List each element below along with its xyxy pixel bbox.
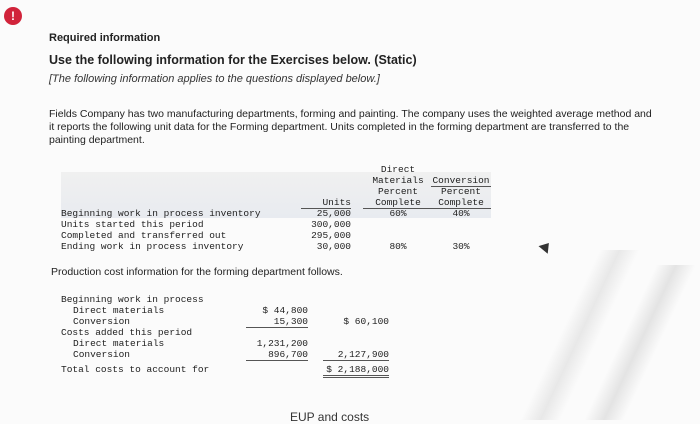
cut-off-heading: EUP and costs <box>290 410 370 424</box>
table-row-units: 295,000 <box>311 230 351 241</box>
dm-header-line4: Complete <box>363 197 433 209</box>
cost-row-label: Direct materials <box>73 305 165 316</box>
cost-row-amount: 896,700 <box>246 349 308 361</box>
cost-row-label: Conversion <box>73 349 131 360</box>
production-cost-heading: Production cost information for the forming department follows. <box>51 266 343 278</box>
cost-row-label: Beginning work in process <box>61 294 204 305</box>
table-row-units: 30,000 <box>316 241 351 252</box>
dm-header-line3: Percent <box>378 186 418 197</box>
table-row-dm: 80% <box>389 241 407 252</box>
cost-row-total: $ 2,188,000 <box>323 364 389 378</box>
dm-header-line1: Direct <box>380 164 416 175</box>
conv-header-line2: Percent <box>441 186 481 197</box>
unit-data-table <box>61 162 491 254</box>
conv-header-line3: Complete <box>431 197 491 209</box>
table-row-units: 25,000 <box>316 208 351 219</box>
cost-row-amount: $ 44,800 <box>262 305 308 316</box>
cost-row-amount: 15,300 <box>246 316 308 328</box>
dm-header-line2: Materials <box>372 175 424 186</box>
units-header: Units <box>301 197 351 209</box>
table-row-label: Completed and transferred out <box>61 230 227 241</box>
cost-row-subtotal: 2,127,900 <box>323 349 389 361</box>
table-row-conv: 40% <box>452 208 470 219</box>
cost-row-label: Total costs to account for <box>61 364 210 375</box>
mouse-cursor-icon <box>539 239 554 254</box>
cost-row-subtotal: $ 60,100 <box>343 316 389 327</box>
alert-icon[interactable]: ! <box>4 7 22 25</box>
cost-row-label: Costs added this period <box>61 327 193 338</box>
required-info-heading: Required information <box>49 32 161 44</box>
conv-header-line1: Conversion <box>432 175 490 186</box>
table-row-units: 300,000 <box>311 219 351 230</box>
table-row-label: Units started this period <box>61 219 204 230</box>
cost-row-label: Direct materials <box>73 338 165 349</box>
exercise-title: Use the following information for the Exercises below. (Static) <box>49 53 417 67</box>
table-row-label: Beginning work in process inventory <box>61 208 261 219</box>
cost-row-label: Conversion <box>73 316 131 327</box>
cost-table <box>61 294 421 384</box>
exercise-subtitle: [The following information applies to the questions displayed below.] <box>49 73 380 85</box>
cost-row-amount: 1,231,200 <box>256 338 308 349</box>
problem-description: Fields Company has two manufacturing departments, forming and painting. The company uses the weighted average method and it reports the following unit data for the Forming department. Units completed in the forming department are transferred to the painting department. <box>49 108 652 146</box>
table-row-conv: 30% <box>452 241 470 252</box>
table-row-label: Ending work in process inventory <box>61 241 244 252</box>
table-row-dm: 60% <box>389 208 407 219</box>
